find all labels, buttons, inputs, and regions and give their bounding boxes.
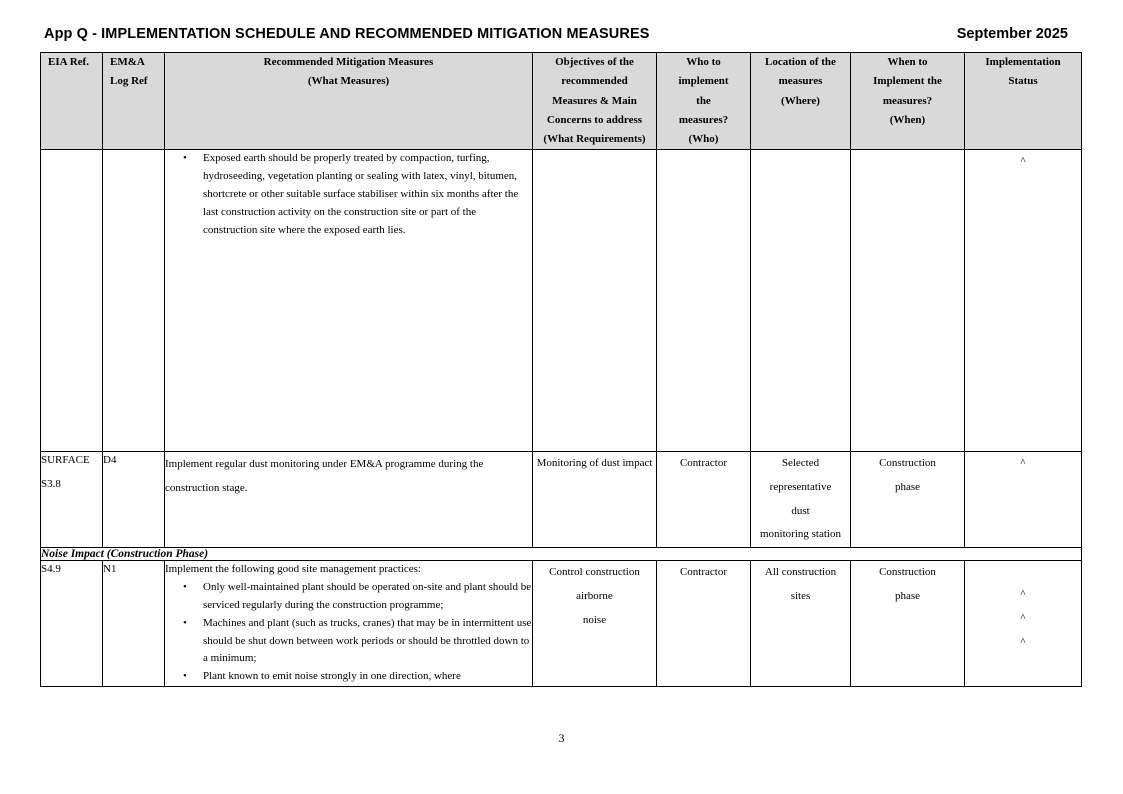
column-header-line: Log Ref xyxy=(110,75,148,88)
column-header-line: (What Measures) xyxy=(307,75,390,88)
cell-log-ref: N1 xyxy=(103,561,165,687)
measures-bullet-list xyxy=(165,150,532,239)
table-body xyxy=(41,150,1082,687)
column-header-eia-ref: EIA Ref. xyxy=(41,53,103,150)
cell-objectives xyxy=(533,452,657,548)
status-marker: ^ xyxy=(1020,588,1026,601)
column-header-where xyxy=(751,53,851,150)
cell-measures xyxy=(165,452,533,548)
column-header-line: (Who) xyxy=(688,133,719,145)
cell-implementation-status xyxy=(965,150,1082,452)
status-marker: ^ xyxy=(1020,457,1026,470)
cell-measures xyxy=(165,150,533,452)
column-header-line: (What Requirements) xyxy=(543,133,646,145)
status-spacer xyxy=(965,561,1081,583)
cell-line: Selected xyxy=(781,457,820,470)
cell-line: phase xyxy=(894,480,921,493)
section-title: Noise Impact (Construction Phase) xyxy=(41,548,1082,561)
cell-objectives xyxy=(533,150,657,452)
table-row xyxy=(41,561,1082,687)
mitigation-measures-table xyxy=(40,52,1082,687)
column-header-line: measures xyxy=(778,75,823,88)
cell-line: monitoring station xyxy=(760,528,841,541)
column-header-recommended-mitigation-measures xyxy=(165,53,533,150)
cell-eia-ref xyxy=(41,150,103,452)
cell-when xyxy=(851,561,965,687)
column-header-line: Recommended Mitigation Measures xyxy=(263,56,434,68)
cell-log-ref xyxy=(103,150,165,452)
cell-eia-ref xyxy=(41,452,103,548)
column-header-when xyxy=(851,53,965,150)
status-marker: ^ xyxy=(1020,611,1026,624)
cell-line: S3.8 xyxy=(41,478,61,491)
column-header-line: measures? xyxy=(678,113,729,126)
cell-objectives xyxy=(533,561,657,687)
cell-who: Contractor xyxy=(657,561,751,687)
table-section-row xyxy=(41,548,1082,561)
header-date: September 2025 xyxy=(956,26,1068,42)
column-header-line: Measures & Main xyxy=(552,94,637,107)
cell-line: Construction xyxy=(879,566,936,579)
column-header-line: Location of the xyxy=(765,56,836,68)
list-item: • Only well-maintained plant should be operated on-site and plant should be serviced regularly during the construction programme; xyxy=(165,579,532,615)
list-item: • Plant known to emit noise strongly in one direction, where xyxy=(165,668,532,686)
column-header-line: Who to xyxy=(686,56,721,68)
cell-who: Contractor xyxy=(657,452,751,548)
table-row xyxy=(41,452,1082,548)
column-header-objectives xyxy=(533,53,657,150)
table-header-row xyxy=(41,53,1082,150)
column-header-line: Implement the xyxy=(873,75,942,88)
cell-implementation-status xyxy=(965,561,1082,687)
cell-line: representative xyxy=(769,480,832,493)
status-marker: ^ xyxy=(1020,155,1026,168)
measures-bullet-list xyxy=(165,579,532,686)
cell-when xyxy=(851,150,965,452)
column-header-line: Implementation xyxy=(985,56,1061,68)
column-header-emanda-log-ref xyxy=(103,53,165,150)
column-header-line: recommended xyxy=(561,75,628,88)
cell-line: Control construction xyxy=(549,566,640,579)
cell-line: phase xyxy=(894,589,921,602)
column-header-line: the xyxy=(696,94,711,107)
cell-line: dust xyxy=(791,504,810,517)
cell-line: SURFACE xyxy=(41,454,90,467)
cell-implementation-status xyxy=(965,452,1082,548)
cell-line: airborne xyxy=(576,589,613,602)
cell-line: noise xyxy=(582,613,607,626)
measures-text: Implement regular dust monitoring under EM&A programme during the construction stage. xyxy=(165,458,484,495)
cell-when xyxy=(851,452,965,548)
cell-eia-ref: S4.9 xyxy=(41,561,103,687)
column-header-line: implement xyxy=(678,75,729,88)
column-header-who xyxy=(657,53,751,150)
column-header-implementation-status xyxy=(965,53,1082,150)
list-item: • Machines and plant (such as trucks, cranes) that may be in intermittent use should be shut down between work periods or should be throttled down to a minimum; xyxy=(165,615,532,668)
page-number: 3 xyxy=(558,731,565,745)
cell-measures xyxy=(165,561,533,687)
table-header xyxy=(41,53,1082,150)
column-header-line: (When) xyxy=(889,113,926,126)
column-header-line: EM&A xyxy=(110,56,145,68)
cell-log-ref: D4 xyxy=(103,452,165,548)
column-header-line: Status xyxy=(1008,75,1038,88)
cell-line: sites xyxy=(790,589,811,602)
table-row xyxy=(41,150,1082,452)
cell-line: Construction xyxy=(879,457,936,470)
column-header-line: Objectives of the xyxy=(555,56,634,68)
cell-where xyxy=(751,561,851,687)
cell-who xyxy=(657,150,751,452)
measures-text: Implement the following good site management practices: xyxy=(165,563,421,576)
list-item: • Exposed earth should be properly treated by compaction, turfing, hydroseeding, vegetation planting or sealing with latex, vinyl, bitumen, shortcrete or other suitable surface stabiliser within six months after the last construction activity on the construction site or part of the construction site where the exposed earth lies. xyxy=(165,150,532,239)
status-marker: ^ xyxy=(1020,635,1026,648)
column-header-line: measures? xyxy=(882,94,933,107)
column-header-line: When to xyxy=(887,56,928,68)
page-title: App Q - IMPLEMENTATION SCHEDULE AND RECOMMENDED MITIGATION MEASURES xyxy=(44,26,650,42)
column-header-line: Concerns to address xyxy=(546,113,643,126)
cell-line: Monitoring of dust impact xyxy=(536,457,653,470)
cell-line: All construction xyxy=(764,566,837,579)
cell-where xyxy=(751,150,851,452)
cell-where xyxy=(751,452,851,548)
page-header xyxy=(40,26,1083,42)
column-header-line: (Where) xyxy=(781,94,820,107)
